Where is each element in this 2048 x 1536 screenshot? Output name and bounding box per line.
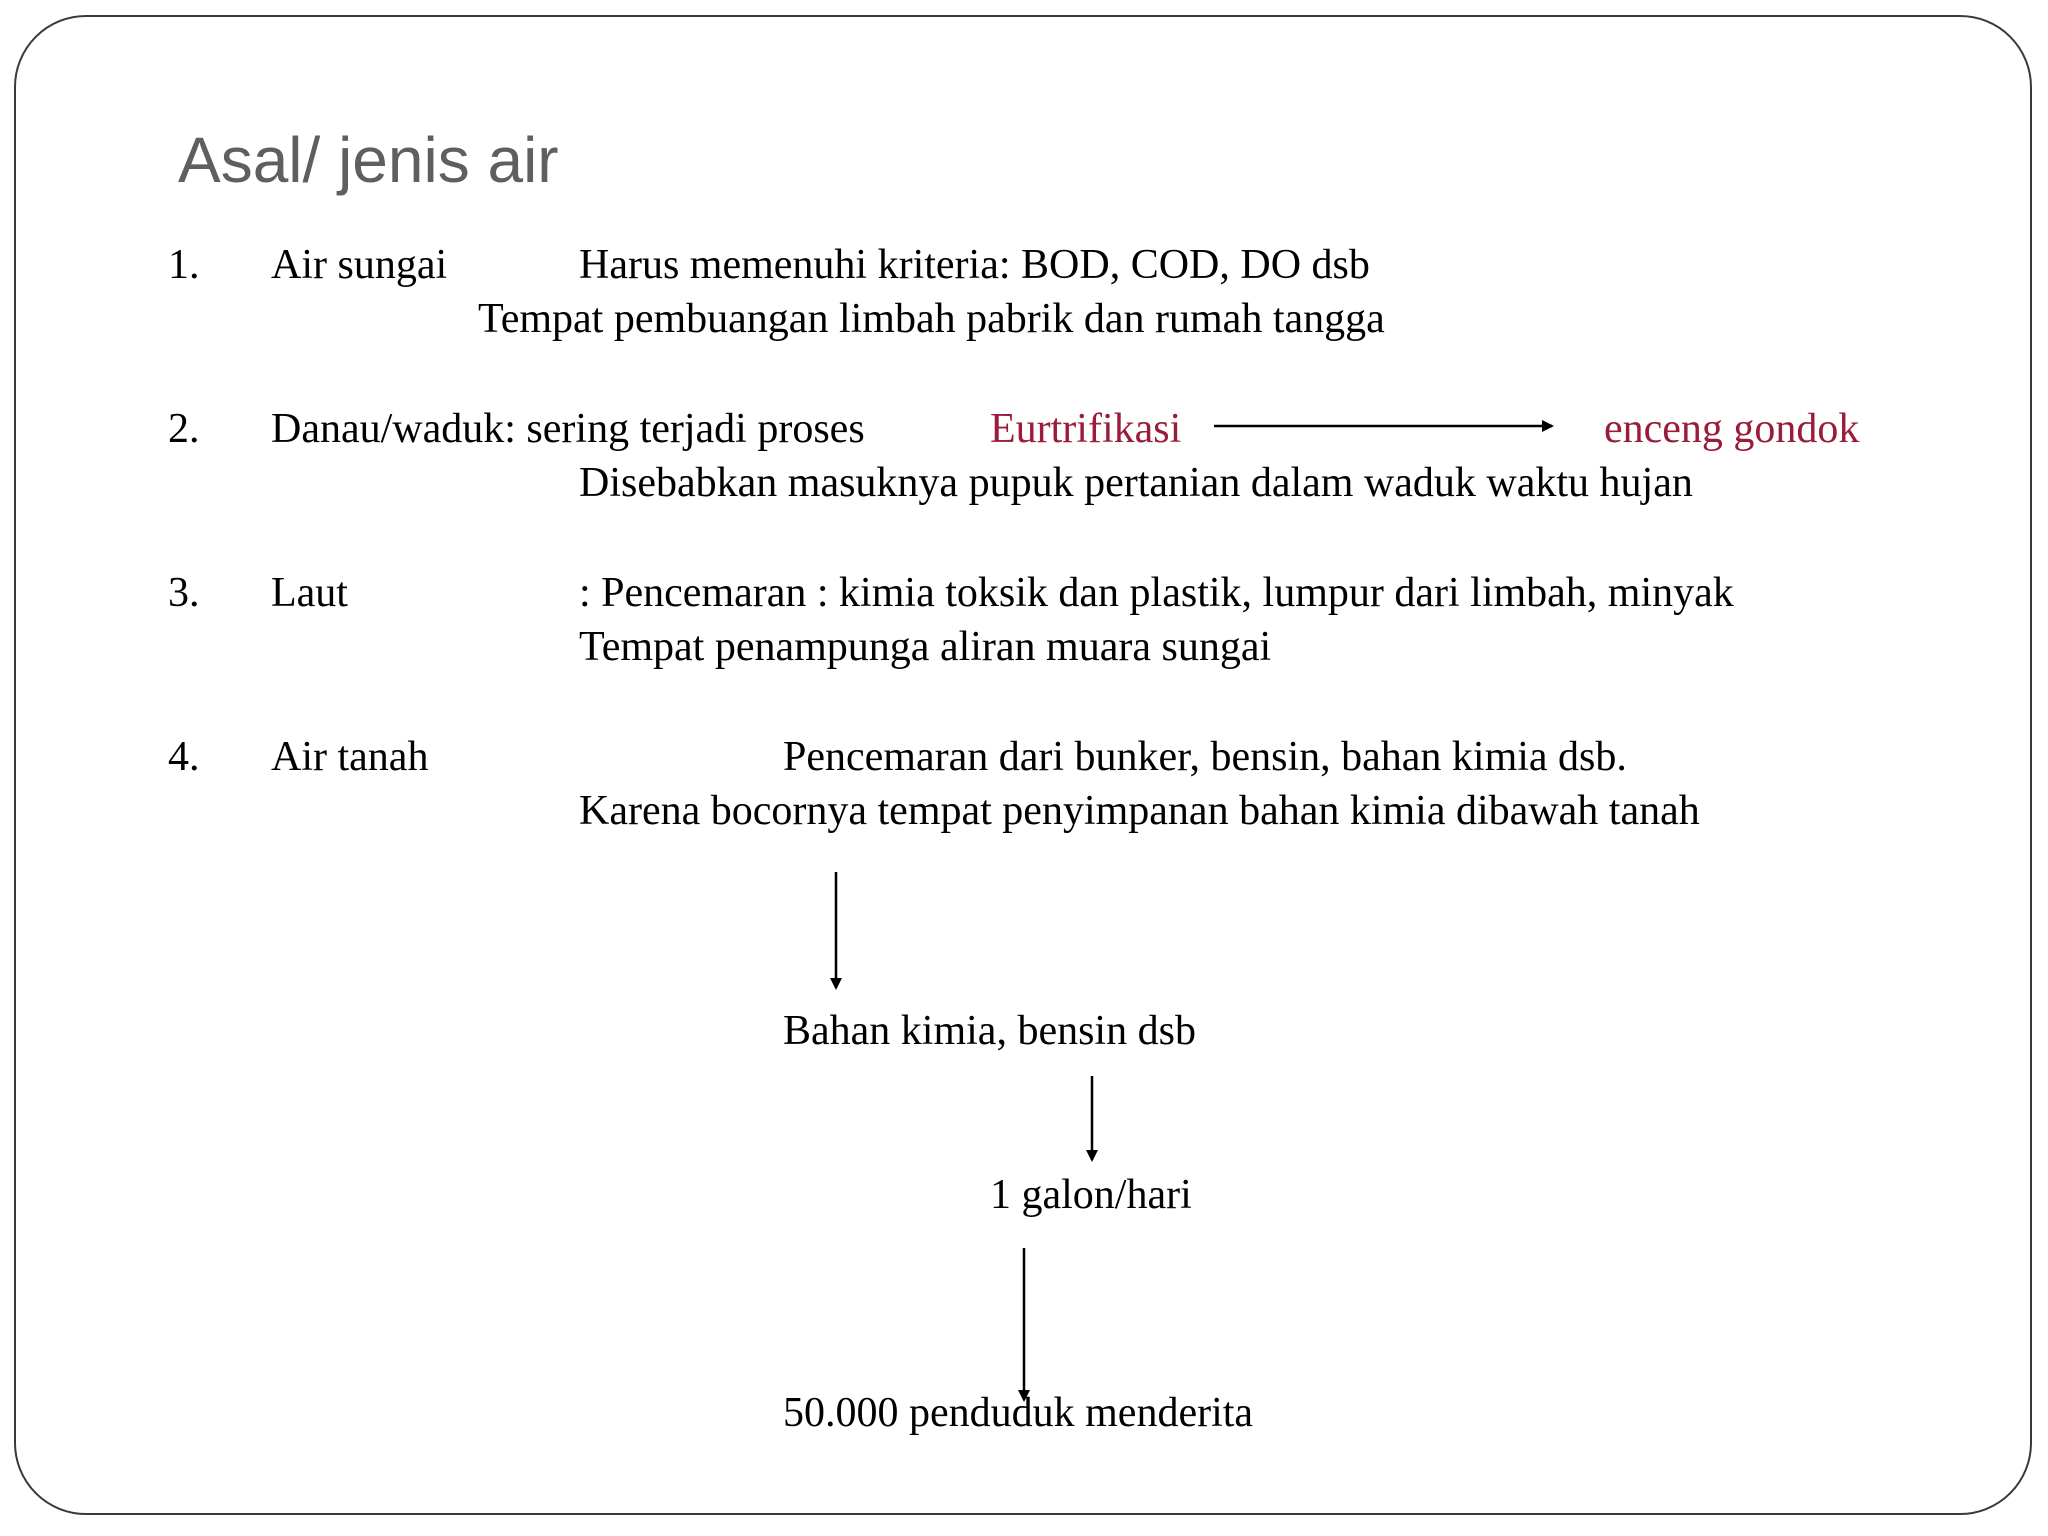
flow-step-residents: 50.000 penduduk menderita	[783, 1390, 1254, 1436]
item-2-number: 2.	[168, 406, 200, 452]
item-3-number: 3.	[168, 570, 200, 616]
slide-title: Asal/ jenis air	[178, 124, 559, 196]
item-1-number: 1.	[168, 242, 200, 288]
item-4-line-2: Karena bocornya tempat penyimpanan bahan kimia dibawah tanah	[579, 788, 1700, 834]
flow-step-chemicals: Bahan kimia, bensin dsb	[783, 1008, 1196, 1054]
flow-step-gallon: 1 galon/hari	[990, 1172, 1192, 1218]
item-3-line-2: Tempat penampunga aliran muara sungai	[579, 624, 1272, 670]
item-1-label: Air sungai	[271, 242, 448, 288]
eutrophication-label: Eurtrifikasi	[990, 406, 1182, 452]
item-3-label: Laut	[271, 570, 348, 616]
item-4-label: Air tanah	[271, 734, 429, 780]
water-hyacinth-label: enceng gondok	[1604, 406, 1860, 452]
item-1-line-2: Tempat pembuangan limbah pabrik dan rumah tangga	[478, 296, 1385, 342]
item-4-line-1: Pencemaran dari bunker, bensin, bahan kimia dsb.	[783, 734, 1627, 780]
item-2-line-1: Disebabkan masuknya pupuk pertanian dalam waduk waktu hujan	[579, 460, 1693, 506]
item-4-number: 4.	[168, 734, 200, 780]
item-2-label: Danau/waduk: sering terjadi proses	[271, 406, 865, 452]
item-1-line-1: Harus memenuhi kriteria: BOD, COD, DO dsb	[579, 242, 1370, 288]
item-3-line-1: : Pencemaran : kimia toksik dan plastik, lumpur dari limbah, minyak	[579, 570, 1734, 616]
